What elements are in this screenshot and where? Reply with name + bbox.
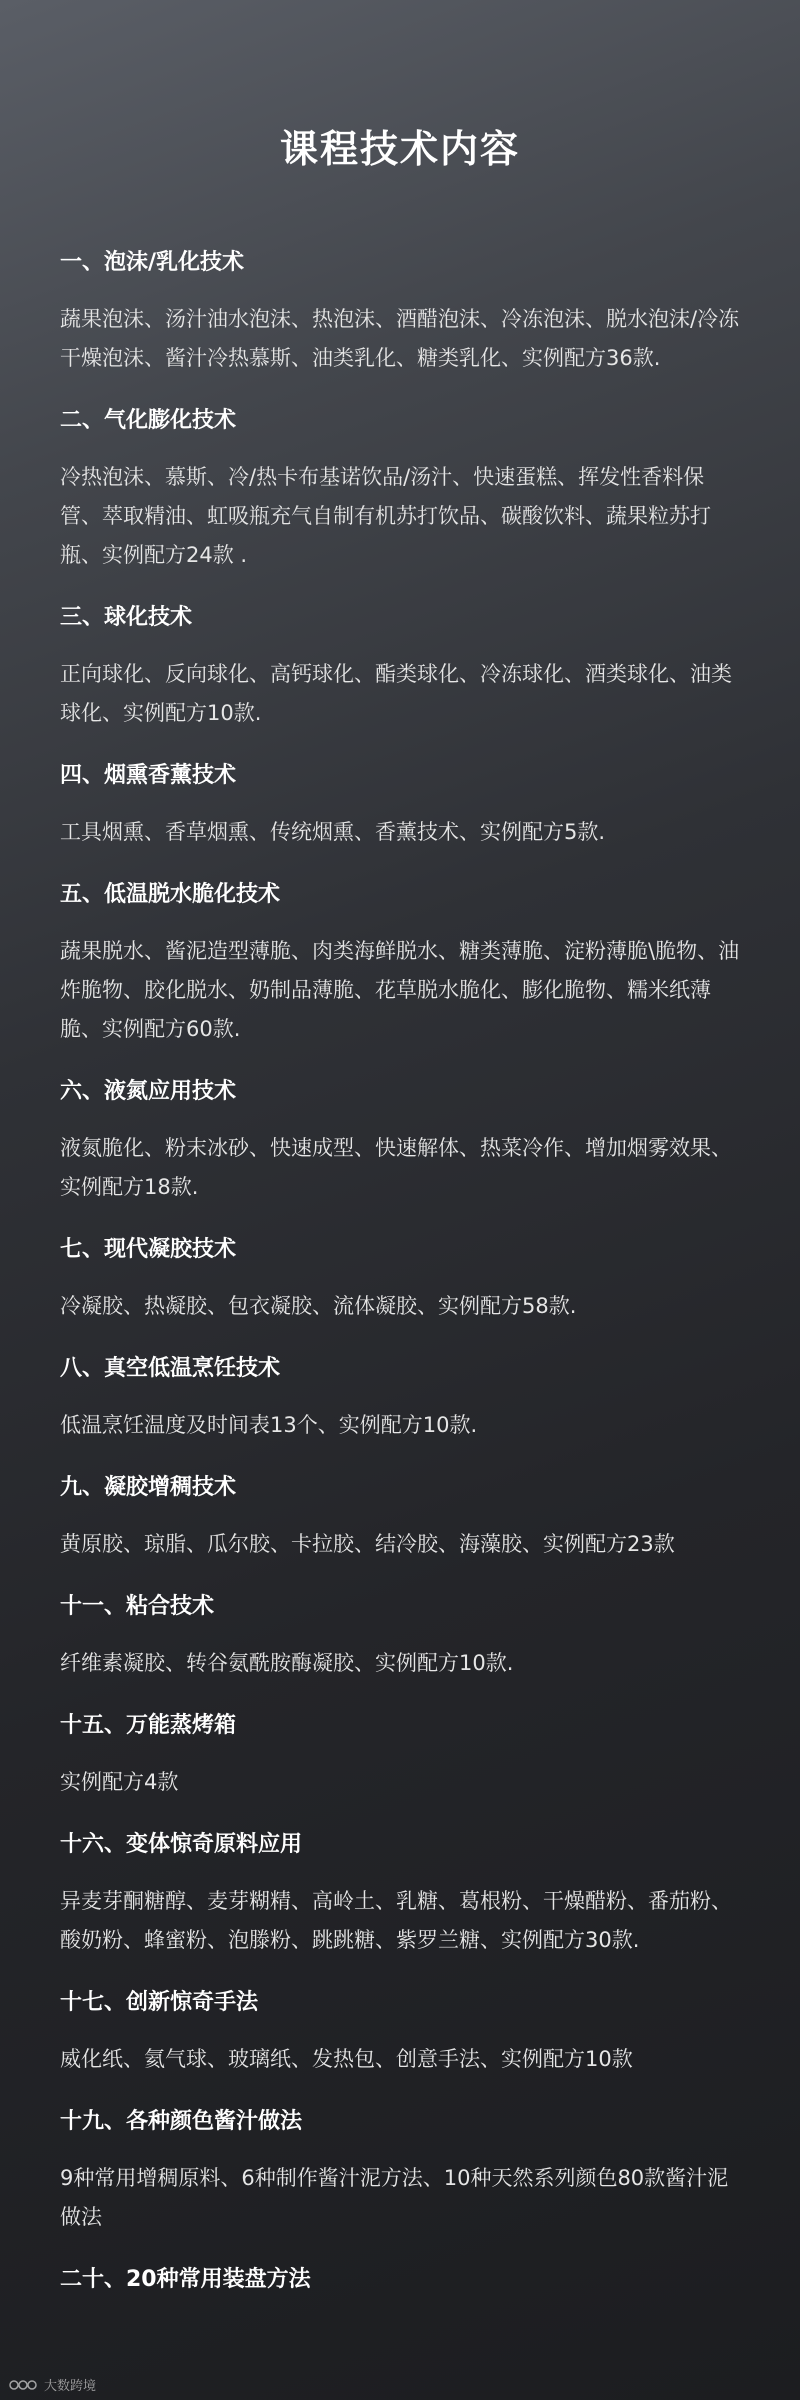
section-heading: 一、泡沫/乳化技术: [60, 250, 245, 275]
section-body: 液氮脆化、粉末冰砂、快速成型、快速解体、热菜冷作、增加烟雾效果、实例配方18款.: [60, 1136, 732, 1199]
section-heading: 九、凝胶增稠技术: [60, 1475, 237, 1500]
section-heading: 五、低温脱水脆化技术: [60, 882, 281, 907]
section-heading: 二、气化膨化技术: [60, 408, 237, 433]
section-body: 纤维素凝胶、转谷氨酰胺酶凝胶、实例配方10款.: [60, 1651, 514, 1675]
section-heading: 二十、20种常用装盘方法: [60, 2267, 311, 2292]
section-body: 正向球化、反向球化、高钙球化、酯类球化、冷冻球化、酒类球化、油类球化、实例配方10款.: [60, 662, 732, 725]
section-body: 冷凝胶、热凝胶、包衣凝胶、流体凝胶、实例配方58款.: [60, 1294, 577, 1318]
section-body: 异麦芽酮糖醇、麦芽糊精、高岭土、乳糖、葛根粉、干燥醋粉、番茄粉、酸奶粉、蜂蜜粉、泡滕粉、跳跳糖、紫罗兰糖、实例配方30款.: [60, 1889, 732, 1952]
watermark: [8, 2375, 96, 2394]
section: [60, 1986, 740, 2079]
section: [60, 878, 740, 1049]
brand-logo-icon: [8, 2376, 38, 2394]
section-body: 工具烟熏、香草烟熏、传统烟熏、香薰技术、实例配方5款.: [60, 820, 606, 844]
section-heading: 八、真空低温烹饪技术: [60, 1356, 281, 1381]
section: [60, 1828, 740, 1960]
section-body: 黄原胶、琼脂、瓜尔胶、卡拉胶、结冷胶、海藻胶、实例配方23款: [60, 1532, 675, 1556]
section: [60, 1233, 740, 1326]
section-heading: 六、液氮应用技术: [60, 1079, 237, 1104]
section-heading: 十五、万能蒸烤箱: [60, 1713, 237, 1738]
section-body: 蔬果泡沫、汤汁油水泡沫、热泡沫、酒醋泡沫、冷冻泡沫、脱水泡沫/冷冻干燥泡沫、酱汁冷热慕斯、油类乳化、糖类乳化、实例配方36款.: [60, 307, 740, 370]
section-heading: 十九、各种颜色酱汁做法: [60, 2109, 303, 2134]
watermark-text: 大数跨境: [44, 2379, 97, 2394]
section: [60, 1352, 740, 1445]
section: [60, 759, 740, 852]
section: [60, 1709, 740, 1802]
section-heading: 十六、变体惊奇原料应用: [60, 1832, 303, 1857]
section-heading: 十一、粘合技术: [60, 1594, 215, 1619]
section: [60, 601, 740, 733]
section-body: 9种常用增稠原料、6种制作酱汁泥方法、10种天然系列颜色80款酱汁泥做法: [60, 2166, 729, 2229]
section: [60, 404, 740, 575]
section-heading: 三、球化技术: [60, 605, 193, 630]
section: [60, 2105, 740, 2237]
section: [60, 1075, 740, 1207]
course-content: [60, 246, 740, 2323]
section-heading: 四、烟熏香薰技术: [60, 763, 237, 788]
section: [60, 246, 740, 378]
section-body: 冷热泡沫、慕斯、冷/热卡布基诺饮品/汤汁、快速蛋糕、挥发性香料保管、萃取精油、虹吸瓶充气自制有机苏打饮品、碳酸饮料、蔬果粒苏打瓶、实例配方24款 .: [60, 465, 711, 567]
section: [60, 1590, 740, 1683]
section: [60, 2263, 740, 2297]
section-body: 低温烹饪温度及时间表13个、实例配方10款.: [60, 1413, 478, 1437]
section-heading: 十七、创新惊奇手法: [60, 1990, 259, 2015]
section-body: 威化纸、氦气球、玻璃纸、发热包、创意手法、实例配方10款: [60, 2047, 633, 2071]
page-title: 课程技术内容: [279, 127, 520, 171]
section-body: 实例配方4款: [60, 1770, 179, 1794]
section-heading: 七、现代凝胶技术: [60, 1237, 237, 1262]
section: [60, 1471, 740, 1564]
section-body: 蔬果脱水、酱泥造型薄脆、肉类海鲜脱水、糖类薄脆、淀粉薄脆\脆物、油炸脆物、胶化脱水、奶制品薄脆、花草脱水脆化、膨化脆物、糯米纸薄脆、实例配方60款.: [60, 939, 740, 1041]
